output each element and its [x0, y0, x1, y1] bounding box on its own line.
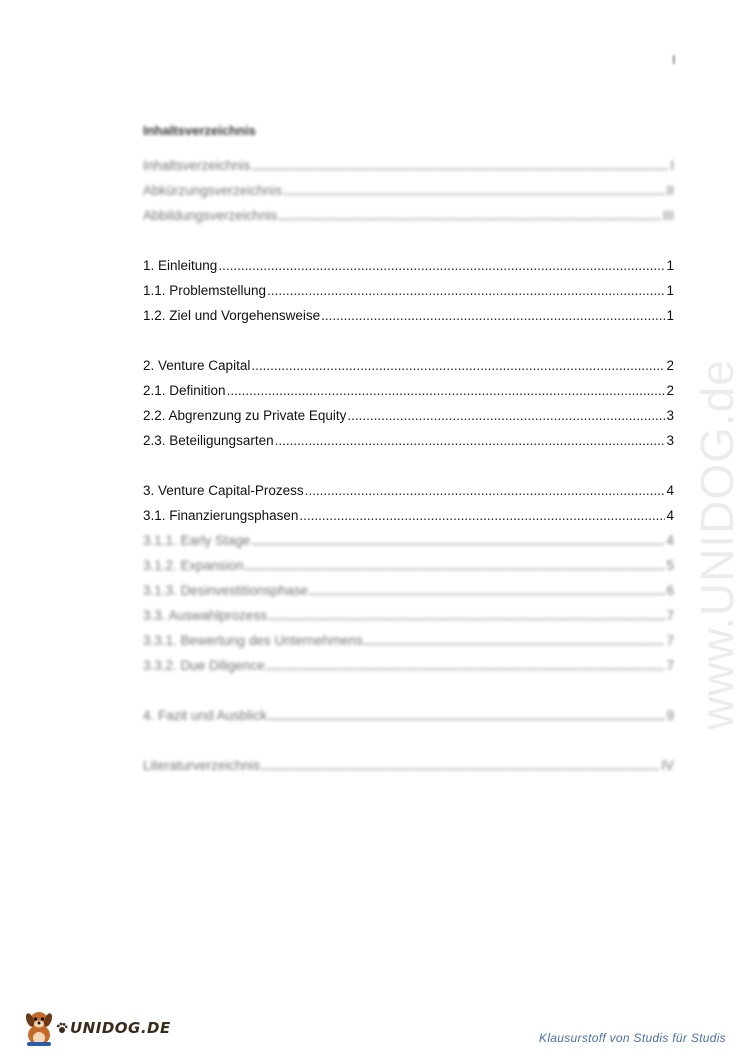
toc-entry-page: 4: [666, 533, 674, 548]
toc-entry[interactable]: [143, 703, 674, 728]
toc-entry-page: 3: [666, 433, 674, 448]
toc-spacer: [143, 228, 674, 253]
toc-entry[interactable]: [143, 403, 674, 428]
toc-spacer: [143, 328, 674, 353]
toc-leader-dots: [245, 553, 666, 578]
toc-entry[interactable]: [143, 653, 674, 678]
toc-entry-label: 1.2. Ziel und Vorgehensweise: [143, 308, 321, 323]
toc-entry-page: 1: [666, 308, 674, 323]
toc-entry-label: 2.3. Beteiligungsarten: [143, 433, 274, 448]
watermark: www.UNIDOG.de: [691, 359, 743, 730]
dog-mascot-icon: [22, 1009, 56, 1047]
toc-entry[interactable]: [143, 178, 674, 203]
toc-entry-page: 6: [666, 583, 674, 598]
toc-leader-dots: [309, 578, 665, 603]
toc-entry[interactable]: [143, 528, 674, 553]
toc-entry-label: 3.1.2. Expansion: [143, 558, 244, 573]
toc-entry[interactable]: [143, 428, 674, 453]
toc-leader-dots: [268, 703, 666, 728]
toc-leader-dots: [251, 153, 669, 178]
toc-entry-label: 3.1.3. Desinvestitionsphase: [143, 583, 309, 598]
toc-entry-page: 3: [666, 408, 674, 423]
toc-entry-page: 7: [666, 608, 674, 623]
toc-entry-page: 1: [666, 258, 674, 273]
toc-leader-dots: [261, 753, 660, 778]
toc-entry[interactable]: [143, 153, 674, 178]
toc-entry[interactable]: [143, 553, 674, 578]
toc-entry-label: 3.3.1. Bewertung des Unternehmens: [143, 633, 363, 648]
footer-tagline: Klausurstoff von Studis für Studis: [539, 1031, 726, 1045]
toc-entry-label: 3. Venture Capital-Prozess: [143, 483, 304, 498]
unidog-logo[interactable]: [22, 1008, 171, 1048]
toc-entry-label: 2.2. Abgrenzung zu Private Equity: [143, 408, 347, 423]
toc-leader-dots: [267, 278, 665, 303]
toc-entry-label: 3.1. Finanzierungsphasen: [143, 508, 299, 523]
toc-entry-label: Inhaltsverzeichnis: [143, 158, 251, 173]
toc-entry[interactable]: [143, 753, 674, 778]
toc-entry-label: 1.1. Problemstellung: [143, 283, 267, 298]
toc-entry[interactable]: [143, 253, 674, 278]
toc-leader-dots: [347, 403, 665, 428]
toc-entry[interactable]: [143, 628, 674, 653]
toc-leader-dots: [275, 428, 666, 453]
toc-entry-page: 1: [666, 283, 674, 298]
toc-leader-dots: [283, 178, 666, 203]
toc-leader-dots: [266, 653, 666, 678]
toc-leader-dots: [251, 528, 665, 553]
toc-leader-dots: [321, 303, 665, 328]
toc-entry[interactable]: [143, 353, 674, 378]
toc-entry-label: 2.1. Definition: [143, 383, 226, 398]
toc-entry-page: II: [666, 183, 674, 198]
toc-spacer: [143, 453, 674, 478]
toc-entry-page: 7: [666, 658, 674, 673]
toc-entry-page: 2: [666, 358, 674, 373]
toc-entry[interactable]: [143, 278, 674, 303]
toc-entry[interactable]: [143, 378, 674, 403]
toc-leader-dots: [218, 253, 665, 278]
toc-entry-label: 2. Venture Capital: [143, 358, 251, 373]
toc-entry-label: 3.1.1. Early Stage: [143, 533, 251, 548]
toc-entry[interactable]: [143, 303, 674, 328]
toc-entry-page: 4: [666, 483, 674, 498]
toc-entry-label: Abkürzungsverzeichnis: [143, 183, 282, 198]
toc-entry[interactable]: [143, 503, 674, 528]
table-of-contents: [143, 153, 674, 778]
toc-entry-label: 4. Fazit und Ausblick: [143, 708, 267, 723]
toc-leader-dots: [278, 203, 661, 228]
toc-entry[interactable]: [143, 203, 674, 228]
toc-entry-page: 9: [666, 708, 674, 723]
toc-entry-page: III: [662, 208, 674, 223]
toc-spacer: [143, 728, 674, 753]
toc-leader-dots: [268, 603, 666, 628]
page-number: I: [672, 52, 676, 67]
toc-leader-dots: [305, 478, 666, 503]
toc-entry-label: 3.3.2. Due Diligence: [143, 658, 265, 673]
paw-icon: [56, 1022, 68, 1034]
toc-entry-page: 7: [666, 633, 674, 648]
toc-entry-page: 5: [666, 558, 674, 573]
toc-heading: Inhaltsverzeichnis: [143, 123, 256, 138]
toc-spacer: [143, 678, 674, 703]
toc-entry-label: Literaturverzeichnis: [143, 758, 261, 773]
toc-entry[interactable]: [143, 478, 674, 503]
toc-entry-label: 3.3. Auswahlprozess: [143, 608, 267, 623]
toc-entry-page: 2: [666, 383, 674, 398]
toc-entry-label: Abbildungsverzeichnis: [143, 208, 278, 223]
toc-leader-dots: [227, 378, 666, 403]
toc-leader-dots: [251, 353, 665, 378]
logo-text: UNIDOG.DE: [70, 1019, 171, 1037]
toc-entry[interactable]: [143, 578, 674, 603]
toc-leader-dots: [364, 628, 666, 653]
toc-entry[interactable]: [143, 603, 674, 628]
toc-entry-page: IV: [661, 758, 674, 773]
toc-entry-page: I: [670, 158, 674, 173]
toc-entry-page: 4: [666, 508, 674, 523]
toc-leader-dots: [299, 503, 665, 528]
toc-entry-label: 1. Einleitung: [143, 258, 218, 273]
